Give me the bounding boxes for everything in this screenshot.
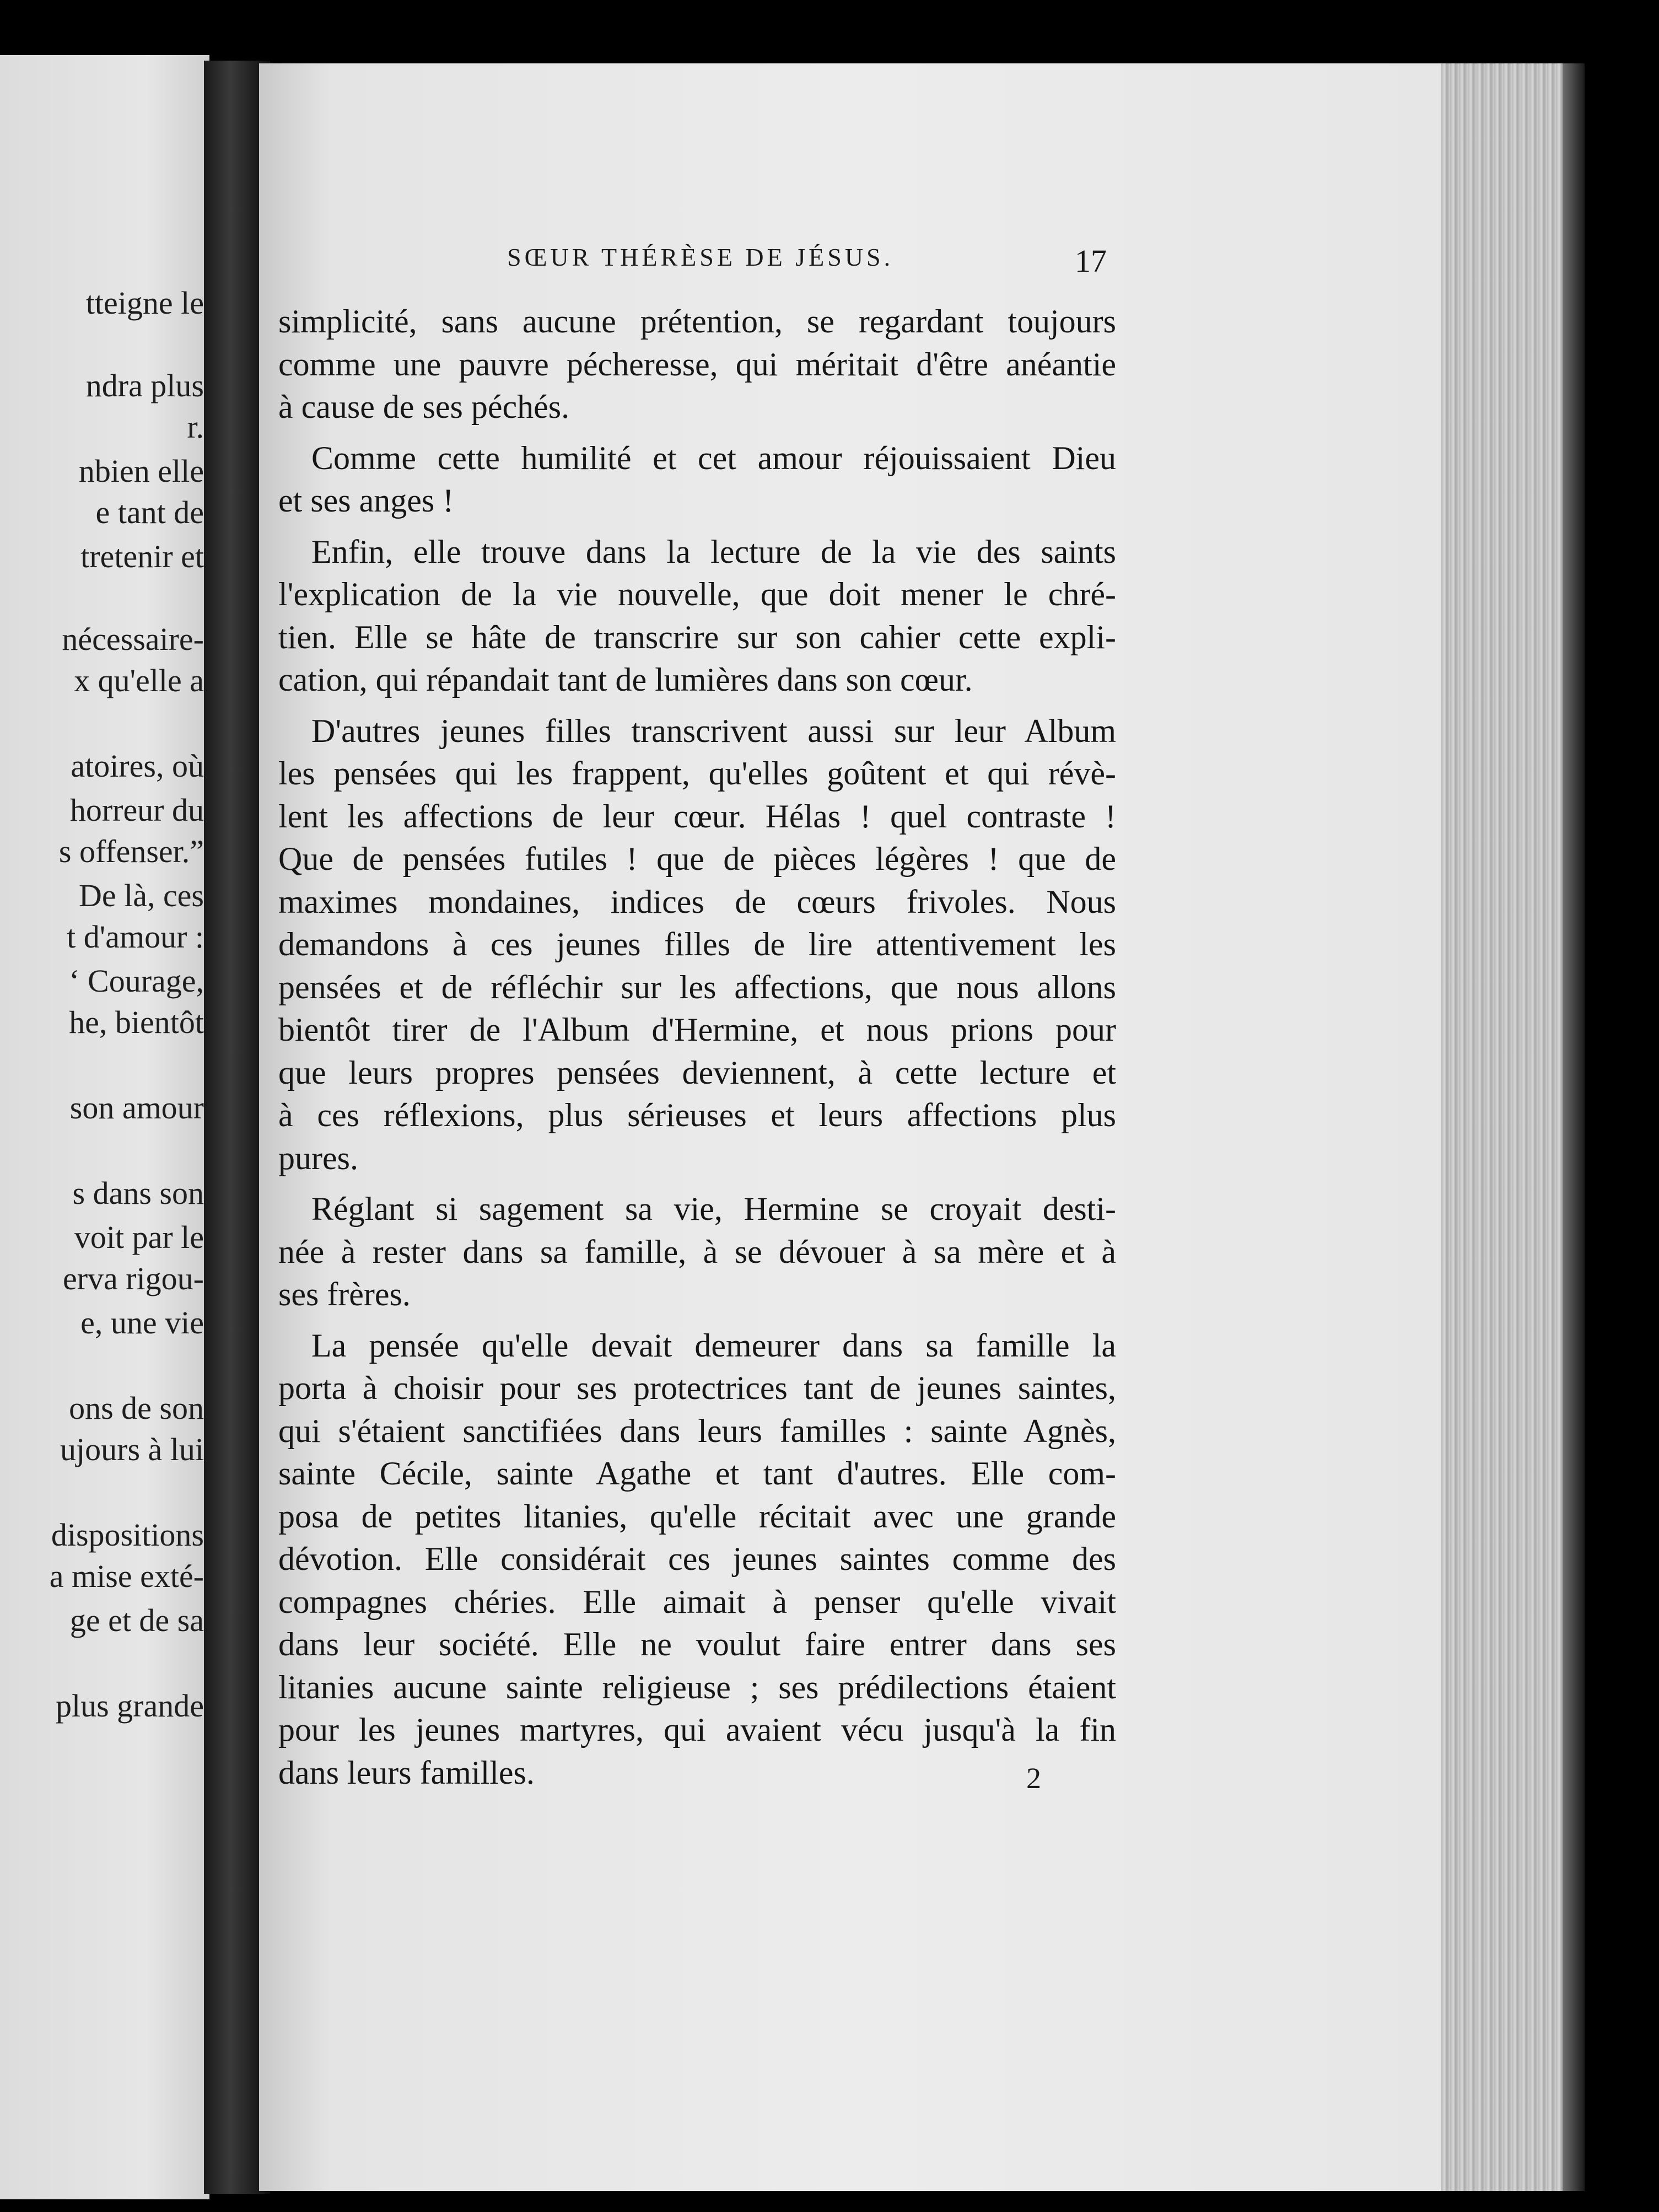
- text-line: tien. Elle se hâte de transcrire sur son cahier cette expli-: [278, 618, 1116, 655]
- left-line: ndra plus: [85, 368, 204, 403]
- text-line: que leurs propres pensées deviennent, à cette lecture et: [278, 1054, 1116, 1091]
- text-line: qui s'étaient sanctifiées dans leurs familles : sainte Agnès,: [278, 1412, 1116, 1449]
- left-line: ‘ Courage,: [69, 963, 204, 999]
- left-line: dispositions: [51, 1517, 204, 1553]
- text-line: Enfin, elle trouve dans la lecture de la vie des saints: [311, 533, 1116, 570]
- text-line: née à rester dans sa famille, à se dévouer à sa mère et à: [278, 1233, 1116, 1270]
- text-line: D'autres jeunes filles transcrivent aussi sur leur Album: [311, 712, 1116, 749]
- left-line: x qu'elle a: [74, 663, 204, 698]
- text-line: ses frères.: [278, 1276, 411, 1312]
- text-line: les pensées qui les frappent, qu'elles goûtent et qui révè-: [278, 755, 1116, 792]
- text-line: compagnes chéries. Elle aimait à penser qu'elle vivait: [278, 1583, 1116, 1620]
- text-line: cation, qui répandait tant de lumières dans son cœur.: [278, 661, 973, 698]
- left-line: a mise exté-: [49, 1558, 204, 1594]
- left-line: son amour: [69, 1090, 204, 1126]
- left-line: he, bientôt: [69, 1004, 204, 1040]
- left-line: nbien elle: [78, 453, 204, 489]
- text-line: Réglant si sagement sa vie, Hermine se croyait desti-: [311, 1191, 1116, 1227]
- text-line: dans leurs familles.: [278, 1754, 535, 1791]
- left-line: ons de son: [69, 1390, 204, 1426]
- text-line: pures.: [278, 1139, 358, 1176]
- left-line: tteigne le: [85, 285, 204, 321]
- left-line: ge et de sa: [69, 1602, 204, 1638]
- text-line: comme une pauvre pécheresse, qui méritait d'être anéantie: [278, 346, 1116, 383]
- text-line: maximes mondaines, indices de cœurs frivoles. Nous: [278, 883, 1116, 920]
- text-line: posa de petites litanies, qu'elle récitait avec une grande: [278, 1498, 1116, 1535]
- body-text: [278, 300, 1116, 1794]
- signature-mark: 2: [1026, 1762, 1041, 1795]
- text-line: simplicité, sans aucune prétention, se regardant toujours: [278, 303, 1116, 340]
- left-line: s offenser.”: [58, 833, 204, 869]
- text-line: demandons à ces jeunes filles de lire attentivement les: [278, 926, 1116, 962]
- left-line: tretenir et: [80, 539, 204, 574]
- text-line: litanies aucune sainte religieuse ; ses prédilections étaient: [278, 1669, 1116, 1705]
- text-line: l'explication de la vie nouvelle, que doit mener le chré-: [278, 576, 1116, 612]
- left-line: voit par le: [74, 1219, 204, 1255]
- text-line: dans leur société. Elle ne voulut faire entrer dans ses: [278, 1626, 1116, 1662]
- text-line: pour les jeunes martyres, qui avaient vécu jusqu'à la fin: [278, 1712, 1116, 1748]
- text-line: dévotion. Elle considérait ces jeunes saintes comme des: [278, 1541, 1116, 1577]
- text-line: Comme cette humilité et cet amour réjouissaient Dieu: [311, 439, 1116, 476]
- text-line: Que de pensées futiles ! que de pièces légères ! que de: [278, 841, 1116, 877]
- text-line: à ces réflexions, plus sérieuses et leurs affections plus: [278, 1097, 1116, 1133]
- left-line: plus grande: [56, 1688, 204, 1724]
- left-line: horreur du: [69, 792, 204, 828]
- left-line: e tant de: [95, 494, 204, 530]
- text-line: et ses anges !: [278, 482, 454, 519]
- text-line: porta à choisir pour ses protectrices tant de jeunes saintes,: [278, 1370, 1116, 1406]
- left-line: nécessaire-: [62, 621, 204, 657]
- left-line: e, une vie: [80, 1305, 204, 1341]
- text-line: lent les affections de leur cœur. Hélas ! quel contraste !: [278, 798, 1116, 835]
- text-line: à cause de ses péchés.: [278, 389, 570, 425]
- left-page-text: [0, 55, 209, 2199]
- left-line: ujours à lui: [60, 1431, 204, 1467]
- left-line: atoires, où: [71, 748, 204, 784]
- text-line: pensées et de réfléchir sur les affections, que nous allons: [278, 968, 1116, 1005]
- left-line: s dans son: [72, 1175, 204, 1211]
- left-page: [0, 55, 209, 2199]
- text-line: sainte Cécile, sainte Agathe et tant d'autres. Elle com-: [278, 1455, 1116, 1492]
- left-line: De là, ces: [78, 878, 204, 913]
- left-line: t d'amour :: [67, 919, 204, 955]
- text-line: bientôt tirer de l'Album d'Hermine, et nous prions pour: [278, 1011, 1116, 1048]
- left-line: erva rigou-: [62, 1261, 204, 1296]
- left-line: r.: [187, 409, 204, 445]
- page-edges: [1441, 63, 1563, 2191]
- page-number: 17: [1075, 243, 1107, 279]
- text-line: La pensée qu'elle devait demeurer dans sa famille la: [311, 1327, 1116, 1364]
- page-edges-shadow: [1563, 63, 1585, 2191]
- running-head: SŒUR THÉRÈSE DE JÉSUS.: [507, 243, 894, 271]
